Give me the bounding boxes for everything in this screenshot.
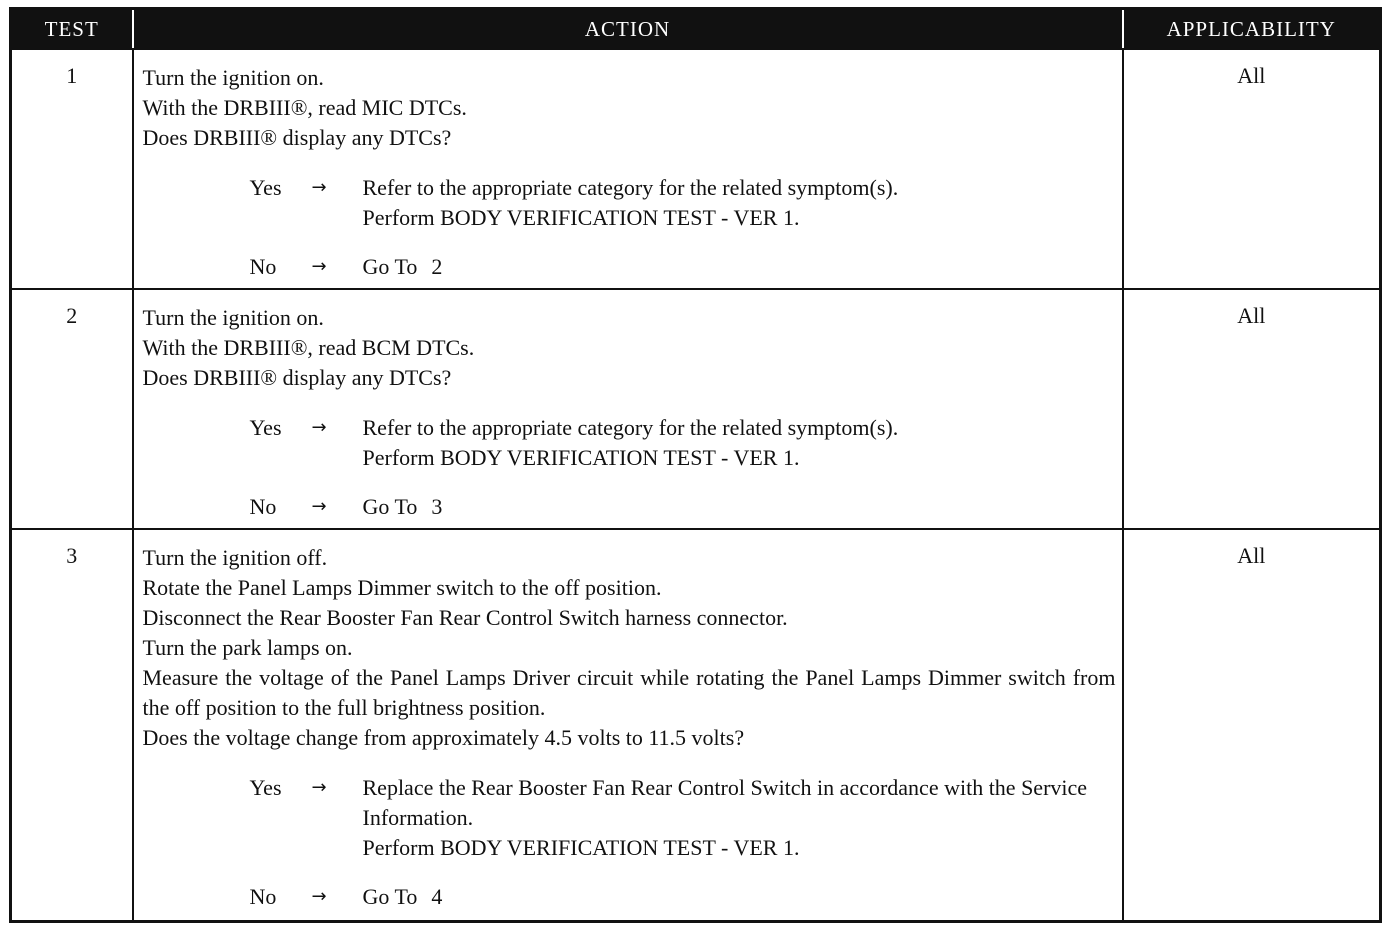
header-action: ACTION — [133, 9, 1123, 50]
yes-result-line: Perform BODY VERIFICATION TEST - VER 1. — [362, 205, 800, 230]
test-number: 3 — [11, 529, 133, 921]
yes-result-line: Replace the Rear Booster Fan Rear Control Switch in accordance with the Service Information. — [362, 775, 1088, 830]
yes-result-line: Refer to the appropriate category for the related symptom(s). — [362, 415, 899, 440]
no-outcome — [250, 252, 1116, 282]
arrow-right-icon: → — [311, 496, 327, 517]
yes-label: Yes — [249, 175, 282, 200]
goto-number: 2 — [431, 254, 443, 279]
goto-number: 4 — [431, 884, 443, 909]
yes-result-line: Perform BODY VERIFICATION TEST - VER 1. — [362, 445, 800, 470]
test-row-3 — [11, 529, 1381, 921]
yes-label: Yes — [249, 775, 282, 800]
test-number: 1 — [11, 49, 133, 289]
goto-label: Go To — [362, 494, 418, 519]
action-step: Turn the ignition off. — [142, 545, 328, 570]
applicability-value: All — [1123, 49, 1381, 289]
action-step: With the DRBIII®, read BCM DTCs. — [142, 335, 475, 360]
yes-result — [363, 413, 1116, 473]
diagnostic-test-table — [9, 7, 1382, 923]
goto-label: Go To — [362, 884, 418, 909]
action-step: Does DRBIII® display any DTCs? — [142, 365, 452, 390]
action-step: Disconnect the Rear Booster Fan Rear Control Switch harness connector. — [142, 605, 788, 630]
no-label: No — [249, 494, 277, 519]
test-number: 2 — [11, 289, 133, 529]
yes-outcome — [250, 173, 1116, 233]
header-test: TEST — [11, 9, 133, 50]
action-step: Turn the ignition on. — [142, 305, 324, 330]
test-action — [133, 49, 1123, 289]
no-result — [363, 252, 1116, 282]
no-label: No — [249, 884, 277, 909]
action-step: With the DRBIII®, read MIC DTCs. — [142, 95, 467, 120]
action-step: Does DRBIII® display any DTCs? — [142, 125, 452, 150]
yes-outcome — [250, 413, 1116, 473]
arrow-right-icon: → — [311, 886, 327, 907]
arrow-right-icon: → — [311, 177, 327, 198]
applicability-value: All — [1123, 289, 1381, 529]
yes-label: Yes — [249, 415, 282, 440]
action-step: Turn the park lamps on. — [142, 635, 353, 660]
header-applicability: APPLICABILITY — [1123, 9, 1381, 50]
goto-label: Go To — [362, 254, 418, 279]
action-step: Measure the voltage of the Panel Lamps Driver circuit while rotating the Panel Lamps Dimmer switch from the off position to the full brightness position. — [142, 665, 1116, 720]
action-step: Turn the ignition on. — [142, 65, 324, 90]
arrow-right-icon: → — [311, 777, 327, 798]
test-row-1 — [11, 49, 1381, 289]
yes-result-line: Perform BODY VERIFICATION TEST - VER 1. — [362, 835, 800, 860]
arrow-right-icon: → — [311, 256, 327, 277]
test-action — [133, 529, 1123, 921]
table-header-row — [11, 9, 1381, 50]
test-row-2 — [11, 289, 1381, 529]
no-outcome — [250, 882, 1116, 912]
goto-number: 3 — [431, 494, 443, 519]
action-step: Does the voltage change from approximately 4.5 volts to 11.5 volts? — [142, 725, 745, 750]
applicability-value: All — [1123, 529, 1381, 921]
yes-result — [363, 773, 1116, 863]
yes-result — [363, 173, 1116, 233]
action-step: Rotate the Panel Lamps Dimmer switch to the off position. — [142, 575, 662, 600]
yes-outcome — [250, 773, 1116, 863]
no-result — [363, 882, 1116, 912]
no-label: No — [249, 254, 277, 279]
yes-result-line: Refer to the appropriate category for the related symptom(s). — [362, 175, 899, 200]
no-result — [363, 492, 1116, 522]
test-action — [133, 289, 1123, 529]
arrow-right-icon: → — [311, 417, 327, 438]
no-outcome — [250, 492, 1116, 522]
